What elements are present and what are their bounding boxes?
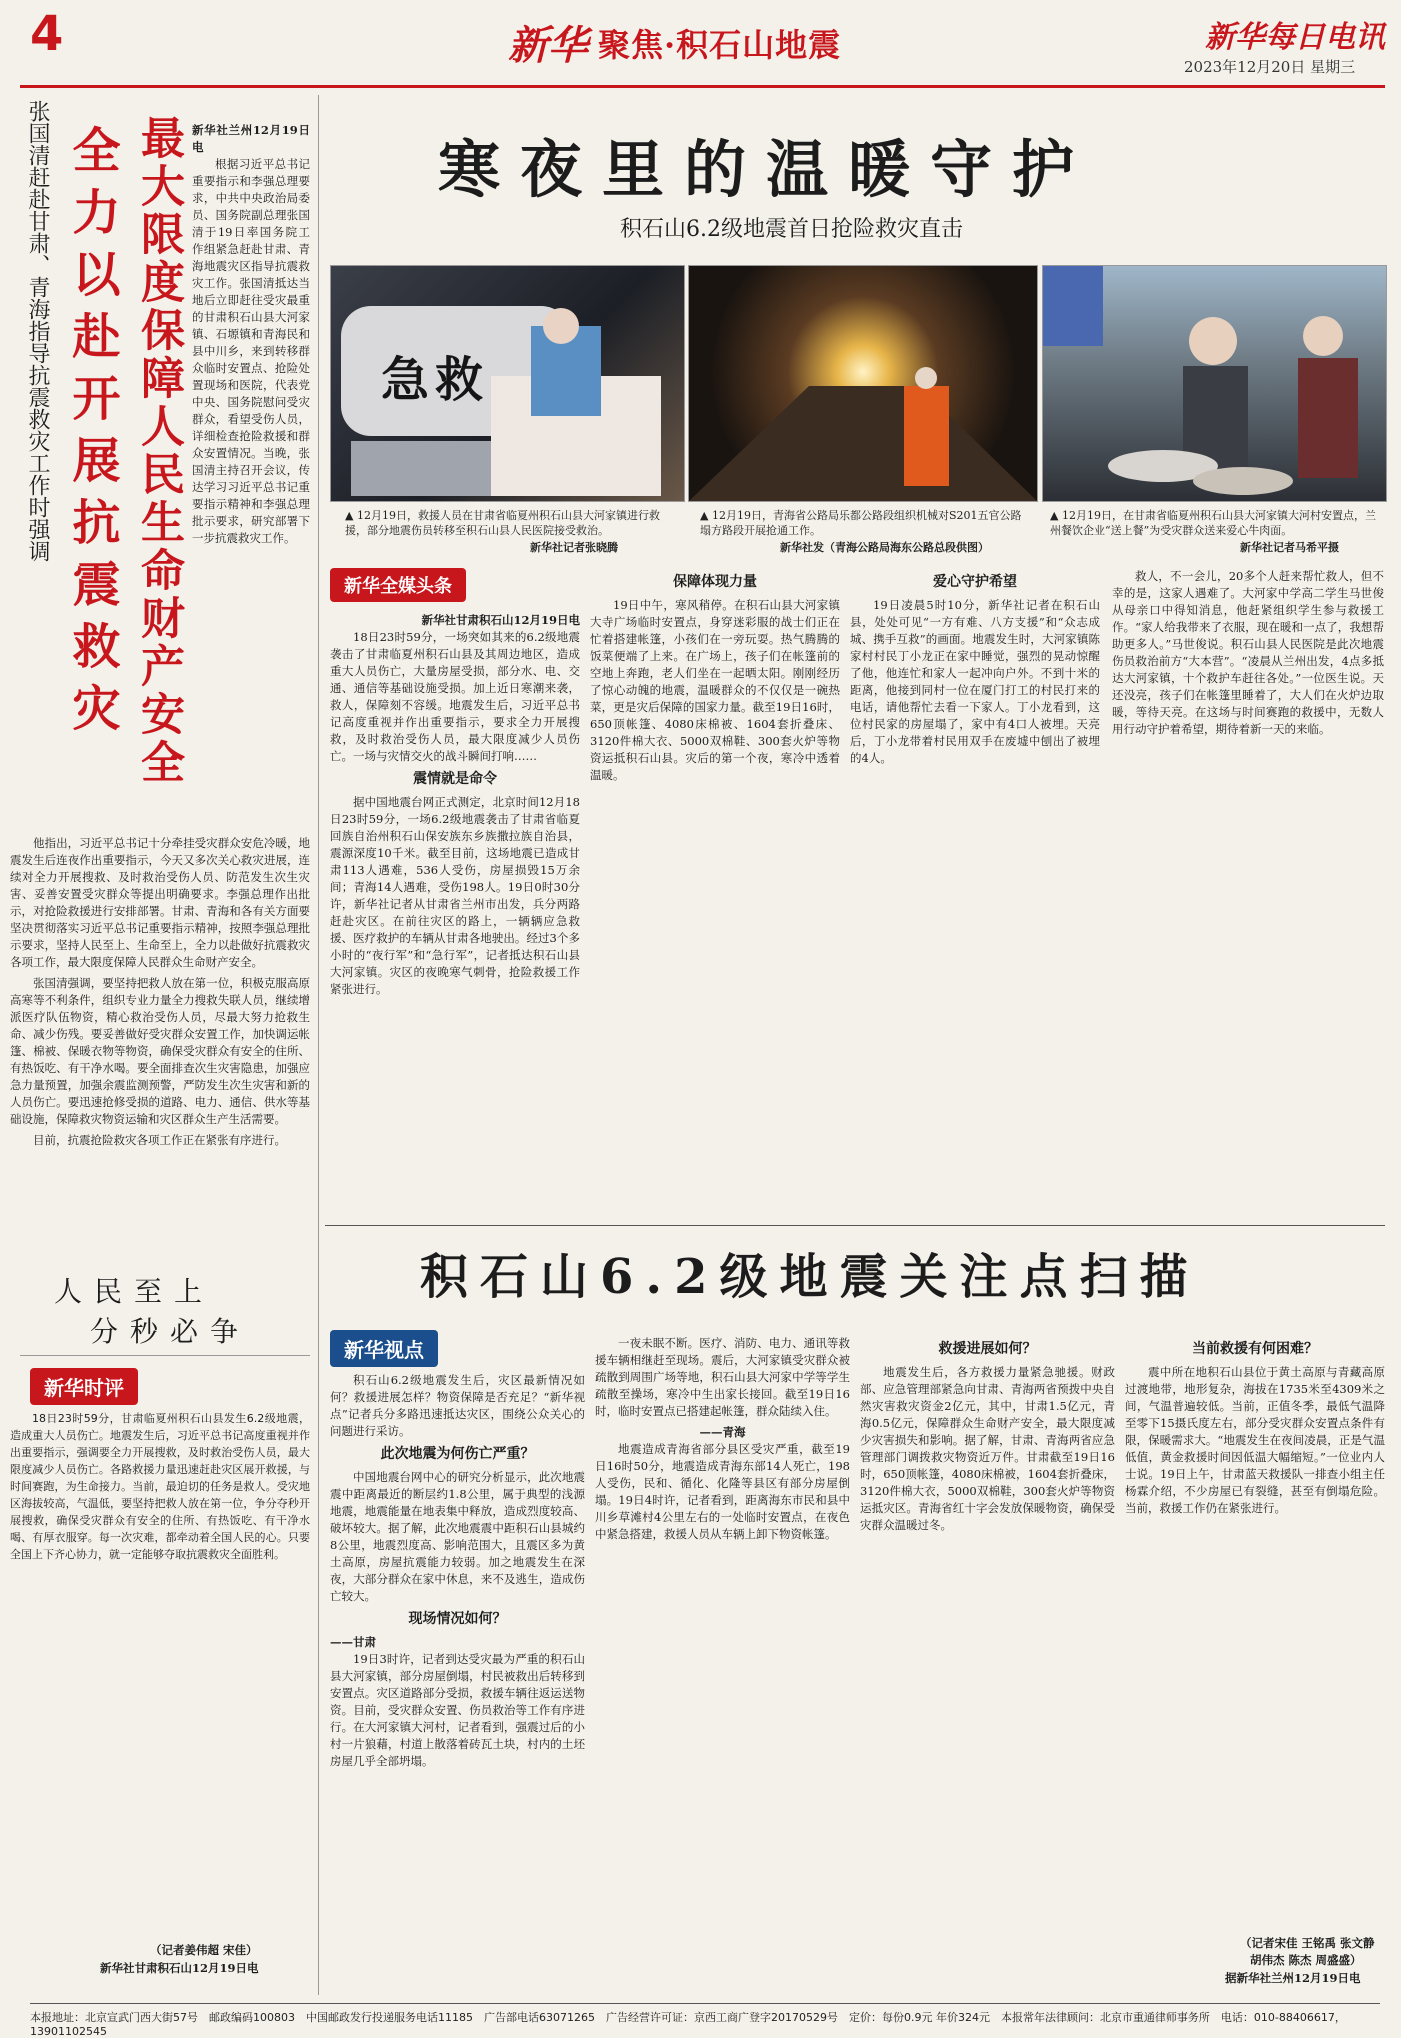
focus-col-4 <box>1125 1335 1385 1521</box>
commentary-rule <box>20 1355 310 1356</box>
focus-badge: 新华视点 <box>330 1330 438 1367</box>
brand-logo: 新华 <box>508 22 588 69</box>
focus-paragraph: 地震发生后，各方救援力量紧急驰援。财政部、应急管理部紧急向甘肃、青海两省预拨中央自然灾害救灾资金2亿元，其中，甘肃1.5亿元，青海0.5亿元，保障群众生命财产安全，最大限度减少灾害损失和影响。据了解，甘肃、青海两省应急管理部门调拨救灾物资近万件。甘肃截至19日16时，650顶帐篷，4080床棉被，1604套折叠床，3120件棉大衣，5000双棉鞋，300套火炉等物资运抵灾区。青海省红十字会发放保暖物资，确保受灾群众温暖过冬。 <box>860 1365 1115 1532</box>
feature-col-3 <box>850 568 1100 771</box>
focus-paragraph: 19日3时许，记者到达受灾最为严重的积石山县大河家镇，部分房屋倒塌，村民被救出后转移到安置点。灾区道路部分受损，救援车辆往返运送物资。目前，受灾群众安置、伤员救治等工作有序进行。在大河家镇大河村，记者看到，强震过后的小村一片狼藉，村道上散落着砖瓦土块，村内的土坯房屋几乎全部坍塌。 <box>330 1652 585 1768</box>
focus-col-2 <box>595 1335 850 1547</box>
question-title: 此次地震为何伤亡严重？ <box>380 1446 535 1462</box>
photo-caption: ▲ 12月19日，在甘肃省临夏州积石山县大河家镇大河村安置点，兰州餐饮企业“送上餐”为受灾群众送来爱心牛肉面。 <box>1050 509 1376 537</box>
photo-caption: ▲ 12月19日，青海省公路局乐都公路段组织机械对S201五官公路塌方路段开展抢通工作。 <box>700 509 1022 537</box>
question-title: 救援进展如何？ <box>938 1341 1037 1357</box>
feature-headline: 寒夜里的温暖守护 <box>438 133 1095 206</box>
focus-credit-1: （记者宋佳 王铭禹 张文静 <box>1240 1936 1375 1950</box>
focus-paragraph: 中国地震台网中心的研究分析显示，此次地震震中距离最近的断层约1.8公里，属于典型的浅源地震，地震能量在地表集中释放，造成烈度较高、破坏较大。据了解，此次地震震中距积石山县城约8公里，地震烈度高、影响范围大，且震区多为黄土高原，房屋抗震能力较弱。加之地震发生在深夜，大部分群众在家中休息，来不及逃生，造成伤亡较大。 <box>330 1470 585 1603</box>
photo-ambulance <box>330 265 685 502</box>
feature-paragraph: 救人，不一会儿，20多个人赶来帮忙救人，但不幸的是，这家人遇难了。大河家中学高二学生马世俊从母亲口中得知消息，他赶紧组织学生参与救援工作。“家人给我带来了衣服，现在暖和一点了，我想帮助更多人。”马世俊说。积石山县人民医院是此次地震伤员救治前方“大本营”。“凌晨从兰州出发，4点多抵达大河家镇，十个救护车赶往各处。”一位医生说。天还没亮，孩子们在帐篷里睡着了，大人们在火炉边取暖，等待天亮。在这场与时间赛跑的救援中，无数人用行动守护着希望，期待着新一天的来临。 <box>1112 569 1384 736</box>
lead-headline-2: 全力以赴开展抗震救灾 <box>64 125 120 745</box>
column-divider <box>318 95 319 1995</box>
lead-paragraph: 根据习近平总书记重要指示和李强总理要求，中共中央政治局委员、国务院副总理张国清于19日率国务院工作组紧急赶赴甘肃、青海地震灾区指导抗震救灾工作。张国清抵达当地后立即赶往受灾最重的甘肃积石山县大河家镇、石塬镇和青海民和县中川乡，来到转移群众临时安置点、抢险处置现场和医院，代表党中央、国务院慰问受灾群众，看望受伤人员，详细检查抢险救援和群众安置情况。当晚，张国清主持召开会议，传达学习习近平总书记重要指示精神和李强总理批示要求，研究部署下一步抗震救灾工作。 <box>192 157 310 545</box>
page-number: 4 <box>30 6 64 62</box>
focus-paragraph: 地震造成青海省部分县区受灾严重，截至19日16时50分，地震造成青海东部14人死亡，198人受伤，民和、循化、化隆等县区有部分房屋倒塌。19日4时许，记者看到，距离海东市民和县中川乡草滩村4公里左右的一处临时安置点，在夜色中紧急搭建，救援人员从车辆上卸下物资帐篷。 <box>595 1442 850 1541</box>
focus-col-1 <box>330 1372 585 1774</box>
focus-paragraph: 一夜未眠不断。医疗、消防、电力、通讯等救援车辆相继赶至现场。震后，大河家镇受灾群众被疏散到周围广场等地，积石山县大河家中学等学生疏散至操场，寒冷中生出家长接回。截至19日16时，临时安置点已搭建起帐篷，群众陆续入住。 <box>595 1336 850 1418</box>
feature-paragraph: 据中国地震台网正式测定，北京时间12月18日23时59分，一场6.2级地震袭击了甘肃省临夏回族自治州积石山保安族东乡族撒拉族自治县，震源深度10千米。截至目前，这场地震已造成甘肃113人遇难，536人受伤，房屋损毁15万余间；青海14人遇难，受伤198人。19日0时30分许，新华社记者从甘肃省兰州市出发，兵分两路赶赴灾区。在前往灾区的路上，一辆辆应急救援、医疗救护的车辆从甘肃各地驶出。经过3个多小时的“夜行军”和“急行军”，记者抵达积石山县大河家镇。灾区的夜晚寒气刺骨，抢险救援工作紧张进行。 <box>330 795 580 996</box>
footer-info: 本报地址：北京宣武门西大街57号 邮政编码100803 中国邮政发行投递服务电话11185 广告部电话63071265 广告经营许可证：京西工商广登字20170529号 定价：每份0.9元 年价324元 本报常年法律顾问：北京市重通律师事务所 电话：010-88406617，13901102545 <box>30 2003 1380 2038</box>
ambulance-sign: 急救 <box>381 352 490 408</box>
photo-credit: 新华社记者马希平摄 <box>1240 541 1339 554</box>
daily-brand: 新华每日电讯 <box>1205 20 1385 55</box>
photo-credit: 新华社记者张晓腾 <box>530 541 618 554</box>
focus-paragraph: 震中所在地积石山县位于黄土高原与青藏高原过渡地带，地形复杂，海拔在1735米至4309米之间，气温普遍较低。当前，正值冬季，最低气温降至零下15摄氏度左右，部分受灾群众安置点条件有限，保暖需求大。“地震发生在夜间凌晨，正是气温低值，黄金救援时间因低温大幅缩短。”一位业内人士说。19日上午，甘肃蓝天救援队一排查小组主任杨霖介绍，不少房屋已有裂缝，甚至有倒塌危险。当前，救援工作仍在紧张进行。 <box>1125 1365 1385 1515</box>
section-title: 聚焦·积石山地震 <box>598 26 842 64</box>
section-title: 保障体现力量 <box>673 574 757 590</box>
question-title: 当前救援有何困难？ <box>1192 1341 1318 1357</box>
focus-headline: 积石山6.2级地震关注点扫描 <box>420 1249 1200 1305</box>
commentary-title-2: 分秒必争 <box>90 1315 251 1348</box>
photo-credit: 新华社发（青海公路局海东公路总段供图） <box>780 541 989 554</box>
section-rule <box>325 1225 1385 1226</box>
focus-dateline: 据新华社兰州12月19日电 <box>1225 1971 1361 1985</box>
focus-credit-2: 胡伟杰 陈杰 周盛盛） <box>1250 1953 1362 1967</box>
road-rescue-illustration <box>689 266 1037 501</box>
lead-paragraph: 他指出，习近平总书记十分牵挂受灾群众安危冷暖，地震发生后连夜作出重要指示，今天又多次关心救灾进展，连续对全力开展搜救、及时救治受伤人员、防范发生次生灾害、妥善安置受灾群众等提出明确要求。李强总理作出批示，对抢险救援进行安排部署。甘肃、青海和各有关方面要坚决贯彻落实习近平总书记重要指示精神，按照李强总理批示要求，坚持人民至上、生命至上，全力以赴做好抗震救灾各项工作，最大限度保障人民群众生命财产安全。 <box>10 836 310 969</box>
commentary-dateline: 新华社甘肃积石山12月19日电 <box>100 1961 259 1975</box>
lead-body-wide <box>10 835 310 1153</box>
photo-noodle-station <box>1042 265 1387 502</box>
header-rule <box>20 85 1385 88</box>
feature-col-4 <box>1112 568 1384 742</box>
question-title: 现场情况如何？ <box>408 1611 507 1627</box>
issue-date: 2023年12月20日 星期三 <box>1184 58 1356 76</box>
photo-caption: ▲ 12月19日，救援人员在甘肃省临夏州积石山县大河家镇进行救援，部分地震伤员转移至积石山县人民医院接受救治。 <box>345 509 660 537</box>
region-label: ——青海 <box>699 1425 746 1439</box>
feature-dateline: 新华社甘肃积石山12月19日电 <box>421 613 580 627</box>
lead-dateline: 新华社兰州12月19日电 <box>192 123 310 154</box>
region-label: ——甘肃 <box>330 1635 376 1649</box>
focus-paragraph: 积石山6.2级地震发生后，灾区最新情况如何？救援进展怎样？物资保障是否充足？“新华视点”记者兵分多路迅速抵达灾区，围绕公众关心的问题进行采访。 <box>330 1373 585 1438</box>
focus-col-3 <box>860 1335 1115 1538</box>
feature-col-1 <box>330 612 580 1002</box>
lead-paragraph: 张国清强调，要坚持把救人放在第一位，积极克服高原高寒等不利条件，组织专业力量全力搜救失联人员，继续增派医疗队伍物资，精心救治受伤人员，尽最大努力抢救生命、减少伤残。要妥善做好受灾群众安置工作，加快调运帐篷、棉被、保暖衣物等物资，确保受灾群众有安全的住所、有热饭吃、有干净水喝。要全面排查次生灾害隐患，加强应急力量预置，加强余震监测预警，严防发生次生灾害和新的人员伤亡。要迅速抢修受损的道路、电力、通信、供水等基础设施，保障救灾物资运输和灾区群众生产生活需要。 <box>10 976 310 1126</box>
lead-subhead: 张国清赶赴甘肃、青海指导抗震救灾工作时强调 <box>25 100 50 562</box>
noodle-station-illustration <box>1043 266 1386 501</box>
section-title: 爱心守护希望 <box>933 574 1017 590</box>
feature-badge: 新华全媒头条 <box>330 568 466 602</box>
lead-headline-1: 最大限度保障人民生命财产安全 <box>133 115 184 787</box>
commentary-title-1: 人民至上 <box>54 1275 215 1308</box>
feature-paragraph: 18日23时59分，一场突如其来的6.2级地震袭击了甘肃临夏州积石山县及其周边地区，造成重大人员伤亡，大量房屋受损，部分水、电、交通、通信等基础设施受损。加上近日寒潮来袭，救人，保障刻不容缓。地震发生后，习近平总书记高度重视并作出重要指示，要求全力开展搜救，及时救治受伤人员，最大限度减少人员伤亡。一场与灾情交火的战斗瞬间打响…… <box>330 630 580 763</box>
lead-body-narrow <box>192 122 310 551</box>
section-title: 震情就是命令 <box>413 771 497 787</box>
commentary-credit: （记者姜伟超 宋佳） <box>150 1943 258 1957</box>
feature-col-2 <box>590 568 840 788</box>
commentary-body: 18日23时59分，甘肃临夏州积石山县发生6.2级地震，造成重大人员伤亡。地震发生后，习近平总书记高度重视并作出重要指示，强调要全力开展搜救，及时救治受伤人员，最大限度减少人员伤亡。各路救援力量迅速赶赴灾区展开救援，与时间赛跑，为生命接力。当前，最迫切的任务是救人。受灾地区海拔较高，气温低，要坚持把救人放在第一位，争分夺秒开展搜救，确保受灾群众有安全的住所、有热饭吃、有干净水喝、有厚衣服穿。每一次灾难，都牵动着全国人民的心。只要全国上下齐心协力，就一定能够夺取抗震救灾全面胜利。 <box>10 1412 310 1561</box>
feature-paragraph: 19日凌晨5时10分，新华社记者在积石山县，处处可见“一方有难、八方支援”和“众志成城、携手互救”的画面。地震发生时，大河家镇陈家村村民丁小龙正在家中睡觉，强烈的晃动惊醒了他，他连忙和家人一起冲向户外。不到十米的距离，他接到同村一位在厦门打工的村民打来的电话，请他帮忙去看一下家人。丁小龙看到，这位村民家的房屋塌了，家中有4口人被埋。天亮后，丁小龙带着村民用双手在废墟中刨出了被埋的4人。 <box>850 598 1100 765</box>
feature-subheadline: 积石山6.2级地震首日抢险救灾直击 <box>620 217 963 242</box>
lead-paragraph: 目前，抗震抢险救灾各项工作正在紧张有序进行。 <box>33 1133 286 1147</box>
photo-road-rescue <box>688 265 1038 502</box>
commentary-badge: 新华时评 <box>30 1368 138 1405</box>
feature-paragraph: 19日中午，寒风稍停。在积石山县大河家镇大寺广场临时安置点，身穿迷彩服的战士们正在忙着搭建帐篷，小孩们在一旁玩耍。热气腾腾的饭菜便端了上来。在广场上，孩子们在帐篷前的空地上奔跑，老人们坐在一起晒太阳。刚刚经历了惊心动魄的地震，温暖群众的不仅仅是一碗热菜，更是灾后保障的国家力量。截至19日16时，650顶帐篷、4080床棉被、1604套折叠床、3120件棉大衣、5000双棉鞋、300套火炉等物资运抵积石山县。灾后的第一个夜，寒冷中透着温暖。 <box>590 598 840 782</box>
